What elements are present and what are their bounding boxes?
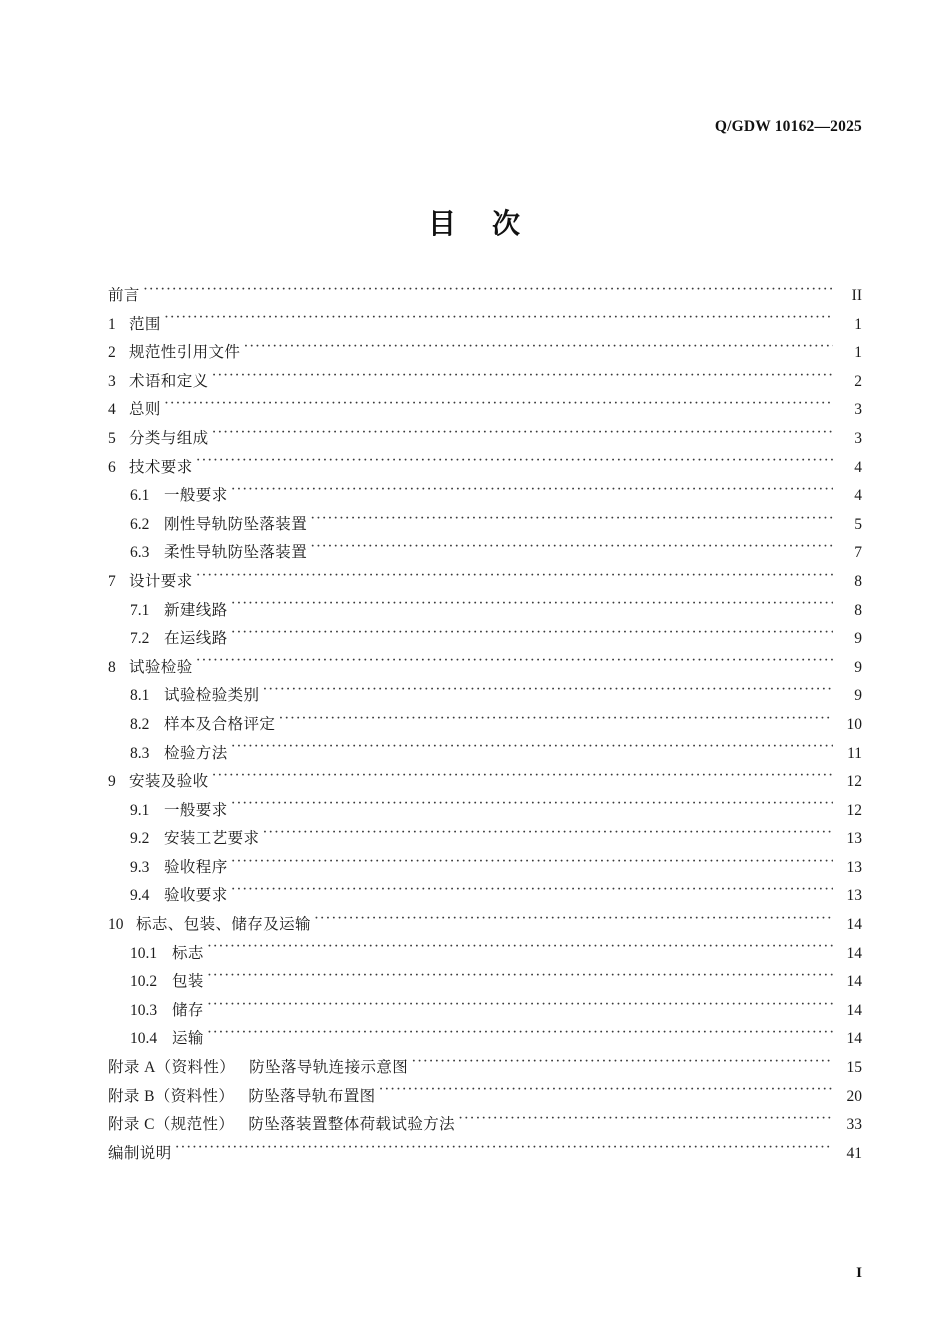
toc-dot-leader <box>231 885 833 901</box>
toc-entry[interactable] <box>108 912 862 941</box>
toc-dot-leader <box>207 999 833 1015</box>
toc-entry-number: 9.1 <box>130 801 150 819</box>
toc-entry-label: 柔性导轨防坠落装置 <box>164 544 308 562</box>
toc-entry-label: 验收要求 <box>164 887 228 905</box>
toc-entry-label: 检验方法 <box>164 744 228 762</box>
toc-entry[interactable] <box>108 798 862 827</box>
toc-dot-leader <box>212 370 833 386</box>
title-char-mu: 目 <box>427 207 458 240</box>
toc-entry-number: 3 <box>108 372 116 390</box>
toc-entry-number: 10.4 <box>130 1030 158 1048</box>
toc-dot-leader <box>212 427 833 443</box>
toc-entry[interactable] <box>108 598 862 627</box>
toc-entry[interactable] <box>108 426 862 455</box>
toc-entry-number: 9.2 <box>130 830 150 848</box>
toc-entry-number: 9.3 <box>130 858 150 876</box>
toc-entry[interactable] <box>108 683 862 712</box>
toc-entry-page-number: 8 <box>854 601 862 619</box>
toc-entry-page-number: 8 <box>854 572 862 590</box>
toc-entry[interactable] <box>108 312 862 341</box>
toc-entry-label: 标志 <box>172 944 204 962</box>
toc-entry-number: 7 <box>108 572 116 590</box>
toc-entry[interactable] <box>108 741 862 770</box>
toc-entry-page-number: 1 <box>854 344 862 362</box>
toc-entry-label: 附录 C（规范性） <box>108 1116 235 1134</box>
toc-dot-leader <box>310 513 833 529</box>
toc-entry-page-number: 10 <box>846 715 862 733</box>
toc-entry-page-number: 13 <box>846 858 862 876</box>
toc-entry-label: 运输 <box>172 1030 204 1048</box>
toc-entry-page-number: 5 <box>854 515 862 533</box>
toc-entry-number: 10.1 <box>130 944 158 962</box>
toc-entry-page-number: 14 <box>846 1001 862 1019</box>
toc-entry-page-number: 9 <box>854 658 862 676</box>
toc-entry-number: 10.3 <box>130 1001 158 1019</box>
toc-entry-label: 样本及合格评定 <box>164 715 276 733</box>
toc-entry-page-number: 15 <box>846 1059 862 1077</box>
toc-entry-page-number: 14 <box>846 916 862 934</box>
toc-entry-label: 术语和定义 <box>129 372 209 390</box>
toc-entry[interactable] <box>108 397 862 426</box>
toc-entry-page-number: 7 <box>854 544 862 562</box>
toc-entry-label: 一般要求 <box>164 487 228 505</box>
toc-entry-page-number: 12 <box>846 801 862 819</box>
toc-entry-label: 标志、包装、储存及运输 <box>136 916 311 934</box>
toc-entry-number: 7.2 <box>130 630 150 648</box>
toc-entry-label: 设计要求 <box>129 572 193 590</box>
toc-dot-leader <box>231 799 833 815</box>
toc-dot-leader <box>243 342 833 358</box>
toc-entry-label: 总则 <box>129 401 161 419</box>
toc-entry-label: 附录 B（资料性） <box>108 1087 235 1105</box>
toc-dot-leader <box>207 971 833 987</box>
toc-entry-number: 6.1 <box>130 487 150 505</box>
toc-entry[interactable] <box>108 769 862 798</box>
toc-entry-number: 9.4 <box>130 887 150 905</box>
toc-entry[interactable] <box>108 455 862 484</box>
toc-entry-label: 包装 <box>172 973 204 991</box>
toc-dot-leader <box>278 713 833 729</box>
toc-entry-label: 储存 <box>172 1001 204 1019</box>
toc-entry-label: 编制说明 <box>108 1144 172 1162</box>
toc-entry-page-number: 13 <box>846 887 862 905</box>
toc-entry-number: 10.2 <box>130 973 158 991</box>
toc-entry-label: 安装及验收 <box>129 773 209 791</box>
toc-entry[interactable] <box>108 969 862 998</box>
toc-dot-leader <box>143 285 833 301</box>
toc-entry-page-number: 14 <box>846 1030 862 1048</box>
toc-entry[interactable] <box>108 540 862 569</box>
toc-entry-page-number: 4 <box>854 458 862 476</box>
toc-entry-label: 前言 <box>108 287 140 304</box>
toc-entry[interactable] <box>108 1112 862 1141</box>
toc-dot-leader <box>231 485 833 501</box>
toc-dot-leader <box>231 628 833 644</box>
toc-dot-leader <box>207 942 833 958</box>
page-title <box>0 202 950 242</box>
toc-entry-label: 验收程序 <box>164 858 228 876</box>
toc-dot-leader <box>379 1085 833 1101</box>
toc-entry-label: 试验检验类别 <box>164 687 260 705</box>
toc-entry-label: 试验检验 <box>129 658 193 676</box>
toc-entry-label: 技术要求 <box>129 458 193 476</box>
toc-dot-leader <box>262 828 833 844</box>
toc-entry-page-number: 9 <box>854 630 862 648</box>
toc-entry[interactable] <box>108 826 862 855</box>
toc-entry-label: 规范性引用文件 <box>129 344 241 362</box>
toc-entry-number: 4 <box>108 401 116 419</box>
toc-dot-leader <box>231 742 833 758</box>
toc-entry-number: 6.3 <box>130 544 150 562</box>
toc-entry[interactable] <box>108 941 862 970</box>
toc-dot-leader <box>231 599 833 615</box>
toc-entry-page-number: 9 <box>854 687 862 705</box>
toc-entry-label: 新建线路 <box>164 601 228 619</box>
toc-dot-leader <box>212 771 833 787</box>
toc-entry[interactable] <box>108 883 862 912</box>
toc-entry-subtitle: 防坠落导轨布置图 <box>248 1087 376 1105</box>
toc-entry-number: 8.3 <box>130 744 150 762</box>
toc-entry[interactable] <box>108 1141 862 1170</box>
toc-entry-number: 6.2 <box>130 515 150 533</box>
toc-entry[interactable] <box>108 1084 862 1113</box>
toc-dot-leader <box>164 399 833 415</box>
toc-entry-number: 6 <box>108 458 116 476</box>
toc-entry[interactable] <box>108 855 862 884</box>
toc-dot-leader <box>175 1142 833 1158</box>
toc-entry-page-number: 4 <box>854 487 862 505</box>
toc-entry-number: 8.1 <box>130 687 150 705</box>
toc-entry-label: 安装工艺要求 <box>164 830 260 848</box>
toc-entry-number: 9 <box>108 773 116 791</box>
toc-entry-number: 8.2 <box>130 715 150 733</box>
toc-entry-label: 在运线路 <box>164 630 228 648</box>
toc-dot-leader <box>196 456 833 472</box>
toc-entry[interactable] <box>108 283 862 312</box>
toc-entry-number: 1 <box>108 315 116 333</box>
table-of-contents <box>108 283 862 1169</box>
toc-entry[interactable] <box>108 369 862 398</box>
toc-entry-subtitle: 防坠落导轨连接示意图 <box>249 1059 409 1077</box>
toc-entry[interactable] <box>108 512 862 541</box>
toc-entry-page-number: 14 <box>846 944 862 962</box>
toc-entry-label: 附录 A（资料性） <box>108 1059 236 1077</box>
toc-entry-subtitle: 防坠落装置整体荷载试验方法 <box>248 1116 456 1134</box>
toc-dot-leader <box>207 1028 833 1044</box>
toc-dot-leader <box>458 1114 833 1130</box>
toc-dot-leader <box>164 313 833 329</box>
toc-entry[interactable] <box>108 1026 862 1055</box>
toc-entry-label: 一般要求 <box>164 801 228 819</box>
toc-entry-page-number: 12 <box>846 773 862 791</box>
toc-entry-page-number: 14 <box>846 973 862 991</box>
toc-entry-page-number: 11 <box>847 744 862 762</box>
toc-dot-leader <box>196 570 833 586</box>
toc-dot-leader <box>231 856 833 872</box>
toc-entry-label: 分类与组成 <box>129 429 209 447</box>
toc-entry-label: 刚性导轨防坠落装置 <box>164 515 308 533</box>
standard-number-header: Q/GDW 10162—2025 <box>714 118 862 135</box>
toc-entry-page-number: 13 <box>846 830 862 848</box>
toc-entry-label: 范围 <box>129 315 161 333</box>
toc-entry[interactable] <box>108 569 862 598</box>
toc-entry[interactable] <box>108 655 862 684</box>
title-char-ci: 次 <box>492 207 523 240</box>
toc-entry-number: 10 <box>108 916 124 934</box>
toc-entry[interactable] <box>108 626 862 655</box>
toc-entry[interactable] <box>108 340 862 369</box>
toc-entry-page-number: 2 <box>854 372 862 390</box>
toc-entry[interactable] <box>108 712 862 741</box>
toc-entry-page-number: 3 <box>854 401 862 419</box>
toc-entry-page-number: 41 <box>846 1144 862 1162</box>
toc-dot-leader <box>411 1057 833 1073</box>
toc-dot-leader <box>262 685 833 701</box>
page-folio: I <box>856 1265 862 1281</box>
toc-entry-page-number: 3 <box>854 429 862 447</box>
toc-entry-page-number: II <box>851 287 862 304</box>
toc-dot-leader <box>310 542 833 558</box>
toc-entry[interactable] <box>108 1055 862 1084</box>
toc-entry-page-number: 20 <box>846 1087 862 1105</box>
toc-entry-page-number: 33 <box>846 1116 862 1134</box>
toc-entry[interactable] <box>108 998 862 1027</box>
toc-entry-number: 7.1 <box>130 601 150 619</box>
toc-entry-number: 2 <box>108 344 116 362</box>
toc-entry-page-number: 1 <box>854 315 862 333</box>
toc-dot-leader <box>196 656 833 672</box>
toc-dot-leader <box>314 914 833 930</box>
toc-entry-number: 8 <box>108 658 116 676</box>
toc-entry-number: 5 <box>108 429 116 447</box>
toc-entry[interactable] <box>108 483 862 512</box>
